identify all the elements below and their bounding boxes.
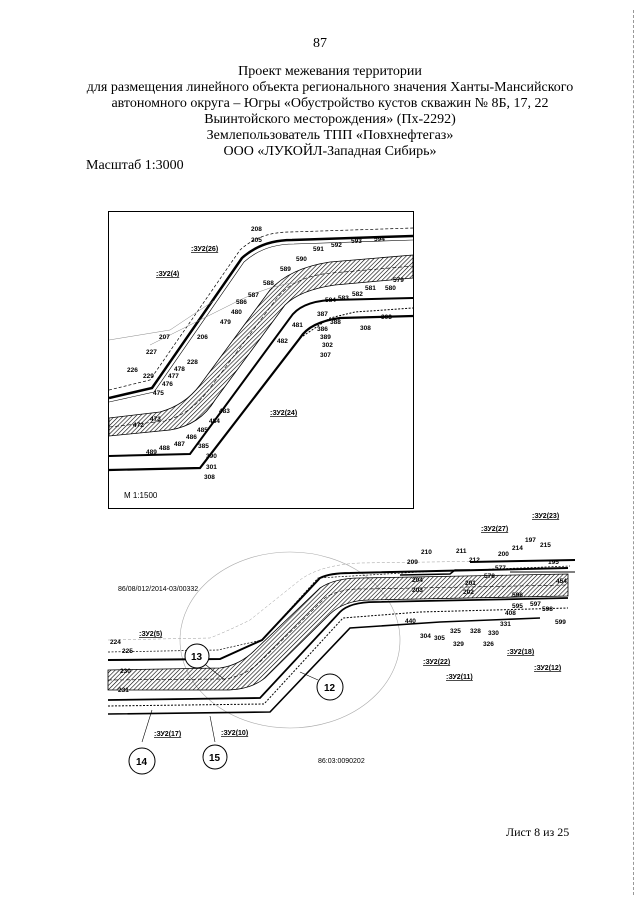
- title-line: Землепользователь ТПП «Повхнефтегаз»: [206, 128, 454, 143]
- page-number: 87: [313, 36, 327, 51]
- point-label: 302: [322, 342, 333, 349]
- point-label: 330: [488, 630, 499, 637]
- point-label: 484: [209, 418, 220, 425]
- point-label: 590: [296, 256, 307, 263]
- point-label: 386: [317, 326, 328, 333]
- point-label: 227: [146, 349, 157, 356]
- zone-label: :ЗУ2(10): [221, 730, 249, 737]
- point-label: 228: [187, 359, 198, 366]
- point-label: 591: [313, 246, 324, 253]
- point-label: 485: [197, 427, 208, 434]
- point-label: 589: [280, 266, 291, 273]
- zone-label: :ЗУ2(26): [191, 246, 219, 253]
- zone-label: :ЗУ2(17): [154, 731, 182, 738]
- point-label: 592: [331, 242, 342, 249]
- point-label: 212: [469, 557, 480, 564]
- point-label: 475: [153, 390, 164, 397]
- point-label: 454: [556, 578, 567, 585]
- scale-label: Масштаб 1:3000: [86, 158, 184, 173]
- main-map: [108, 513, 575, 774]
- point-label: 489: [146, 449, 157, 456]
- title-line: ООО «ЛУКОЙЛ-Западная Сибирь»: [223, 144, 437, 159]
- zone-label: :ЗУ2(18): [507, 649, 535, 656]
- point-label: 480: [231, 309, 242, 316]
- point-label: 588: [263, 280, 274, 287]
- point-label: 596: [512, 592, 523, 599]
- point-label: 481: [292, 322, 303, 329]
- point-label: 584: [325, 297, 336, 304]
- point-label: 207: [159, 334, 170, 341]
- point-label: 408: [505, 610, 516, 617]
- point-label: 473: [150, 416, 161, 423]
- point-label: 325: [450, 628, 461, 635]
- cadastral-number: 86:03:0090202: [318, 758, 365, 765]
- point-label: 231: [118, 687, 129, 694]
- point-label: 482: [277, 338, 288, 345]
- title-line: для размещения линейного объекта регионального значения Ханты-Мансийского: [86, 80, 574, 95]
- point-label: 195: [548, 559, 559, 566]
- circle-label: 12: [324, 683, 336, 694]
- point-label: 203: [412, 587, 423, 594]
- point-label: 211: [456, 548, 467, 555]
- inset-map: [109, 226, 413, 500]
- zone-label: :ЗУ2(12): [534, 665, 562, 672]
- point-label: 595: [512, 603, 523, 610]
- point-label: 577: [495, 565, 506, 572]
- zone-label: :ЗУ2(11): [446, 674, 473, 681]
- point-label: 329: [453, 641, 464, 648]
- point-label: 488: [159, 445, 170, 452]
- point-label: 331: [500, 621, 511, 628]
- zone-label: :ЗУ2(4): [156, 271, 180, 278]
- point-label: 440: [405, 618, 416, 625]
- point-label: 598: [542, 606, 553, 613]
- point-label: 208: [251, 226, 262, 233]
- point-label: 593: [351, 238, 362, 245]
- point-label: 586: [236, 299, 247, 306]
- point-label: 206: [197, 334, 208, 341]
- zone-label: :ЗУ2(22): [423, 659, 451, 666]
- title-line: автономного округа – Югры «Обустройство кустов скважин № 8Б, 17, 22: [111, 96, 549, 111]
- point-label: 479: [220, 319, 231, 326]
- point-label: 307: [320, 352, 331, 359]
- point-label: 478: [174, 366, 185, 373]
- circle-label: 14: [136, 757, 148, 768]
- point-label: 581: [365, 285, 376, 292]
- zone-label: :ЗУ2(27): [481, 526, 509, 533]
- point-label: 486: [186, 434, 197, 441]
- point-label: 472: [133, 422, 144, 429]
- point-label: 210: [421, 549, 432, 556]
- point-label: 215: [540, 542, 551, 549]
- point-label: 209: [407, 559, 418, 566]
- point-label: 303: [381, 314, 392, 321]
- zone-label: :ЗУ2(24): [270, 410, 298, 417]
- cadastral-number: 86/08/012/2014-03/00332: [118, 586, 199, 593]
- point-label: 582: [352, 291, 363, 298]
- point-label: 230: [120, 668, 131, 675]
- point-label: 204: [412, 577, 423, 584]
- point-label: 328: [470, 628, 481, 635]
- point-label: 477: [168, 373, 179, 380]
- point-label: 578: [484, 573, 495, 580]
- point-label: 205: [251, 237, 262, 244]
- point-label: 202: [463, 589, 474, 596]
- point-label: 224: [110, 639, 121, 646]
- point-label: 597: [530, 601, 541, 608]
- point-label: 308: [204, 474, 215, 481]
- point-label: 483: [219, 408, 230, 415]
- zone-label: :ЗУ2(5): [139, 631, 163, 638]
- point-label: 388: [330, 319, 341, 326]
- zone-label: :ЗУ2(23): [532, 513, 560, 520]
- sheet-label: Лист 8 из 25: [506, 825, 570, 839]
- point-label: 226: [127, 367, 138, 374]
- point-label: 304: [420, 633, 431, 640]
- point-label: 308: [360, 325, 371, 332]
- point-label: 229: [143, 373, 154, 380]
- point-label: 580: [385, 285, 396, 292]
- point-label: 305: [434, 635, 445, 642]
- point-label: 390: [206, 453, 217, 460]
- circle-label: 15: [209, 753, 221, 764]
- point-label: 387: [317, 311, 328, 318]
- point-label: 579: [393, 277, 404, 284]
- point-label: 599: [555, 619, 566, 626]
- title-line: Выинтойского месторождения» (Пх-2292): [204, 112, 456, 127]
- point-label: 385: [198, 443, 209, 450]
- circle-label: 13: [191, 652, 203, 663]
- inset-scale: М 1:1500: [124, 491, 158, 500]
- point-label: 214: [512, 545, 523, 552]
- point-label: 583: [338, 295, 349, 302]
- point-label: 225: [122, 648, 133, 655]
- point-label: 201: [465, 580, 476, 587]
- point-label: 476: [162, 381, 173, 388]
- title-line: Проект межевания территории: [238, 64, 422, 79]
- point-label: 587: [248, 292, 259, 299]
- point-label: 200: [498, 551, 509, 558]
- point-label: 301: [206, 464, 217, 471]
- point-label: 594: [374, 236, 385, 243]
- point-label: 389: [320, 334, 331, 341]
- point-label: 326: [483, 641, 494, 648]
- point-label: 487: [174, 441, 185, 448]
- point-label: 197: [525, 537, 536, 544]
